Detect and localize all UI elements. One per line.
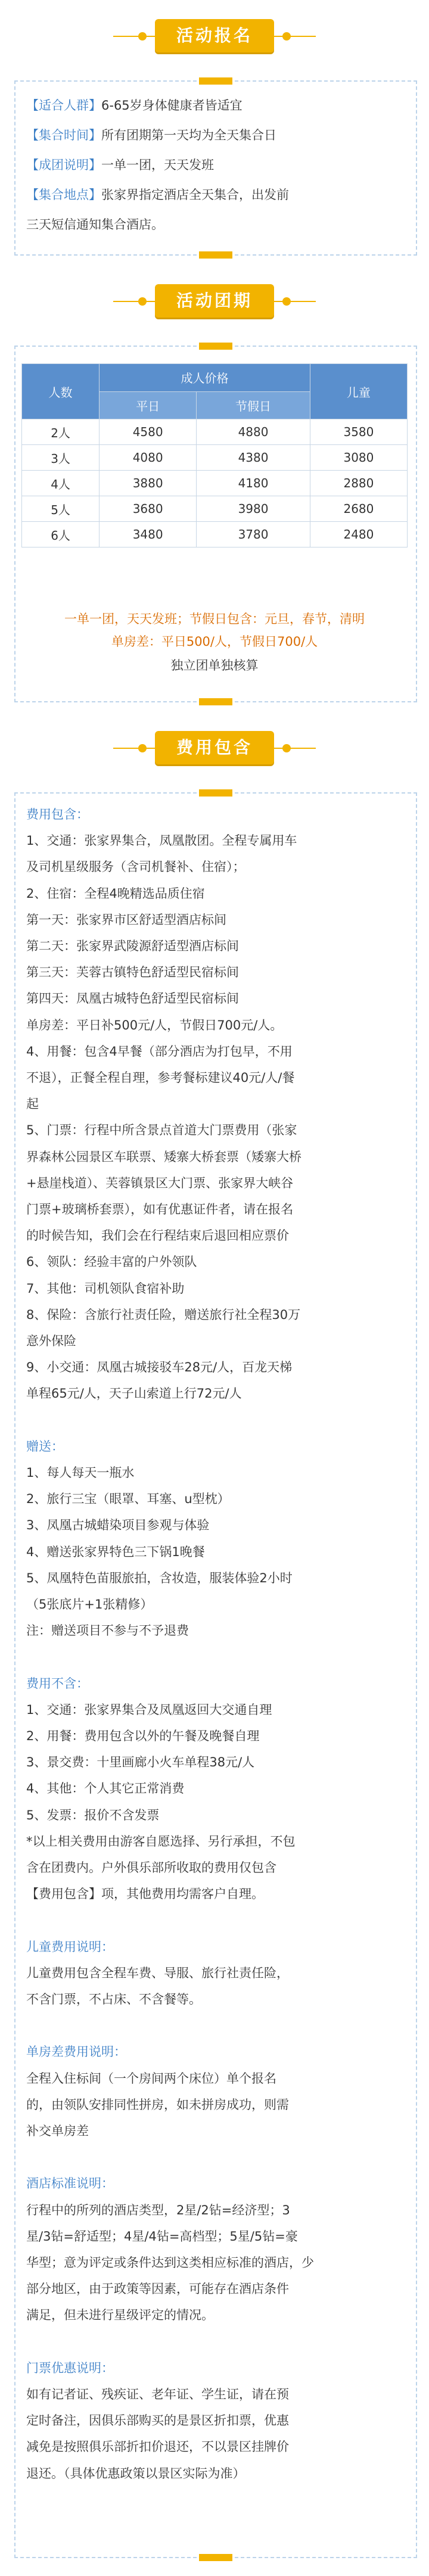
signup-label: 【成团说明】 [26,158,101,172]
cell-child: 2480 [310,522,407,547]
col-holiday: 节假日 [197,391,310,419]
signup-line [26,185,412,205]
header-banner [155,284,274,318]
cell-weekday: 4080 [100,445,197,471]
signup-line [26,95,412,116]
fee-heading: 儿童费用说明： [26,1940,114,1954]
frame-tab [199,77,232,85]
fee-line: 单程65元/人，天子山索道上行72元/人 [26,1386,242,1401]
fee-line: 不含门票，不占床、不含餐等。 [26,1992,201,2006]
cell-child: 2680 [310,496,407,522]
table-row [22,471,408,496]
fee-heading: 门票优惠说明： [26,2361,114,2375]
signup-text: 6-65岁身体健康者皆适宜 [101,98,243,113]
cell-child: 3580 [310,419,407,445]
fee-line: 不退），正餐全程自理，参考餐标建议40元/人/餐 [26,1071,295,1085]
fee-line: 单房差：平日补500元/人，节假日700元/人。 [26,1018,283,1032]
cell-holiday: 3780 [197,522,310,547]
header-dot [138,744,147,752]
section-header-group [0,271,429,325]
signup-line [26,155,412,175]
section-title: 费用包含 [176,738,253,757]
cell-child: 2880 [310,471,407,496]
fee-line: 8、保险：含旅行社责任险，赠送旅行社全程30万 [26,1308,301,1322]
header-dot [138,297,147,306]
header-dot [282,297,291,306]
section-title: 活动团期 [176,291,253,310]
cell-child: 3080 [310,445,407,471]
fee-line: 补交单房差 [26,2124,89,2138]
fee-line: 退还。（具体优惠政策以景区实际为准） [26,2466,245,2481]
fee-line: 2、用餐：费用包含以外的午餐及晚餐自理 [26,1729,260,1743]
fee-line: 星/3钻=舒适型；4星/4钻=高档型；5星/5钻=豪 [26,2229,298,2244]
header-dot [282,744,291,752]
fee-line: 2、旅行三宝（眼罩、耳塞、u型枕） [26,1492,230,1506]
fee-line: 门票+玻璃桥套票），如有优惠证件者，请在报名 [26,1202,294,1217]
col-child: 儿童 [310,364,407,419]
fee-line: 2、住宿：全程4晚精选品质住宿 [26,886,205,901]
fee-line: 【费用包含】项，其他费用均需客户自理。 [26,1887,264,1901]
cell-weekday: 3680 [100,496,197,522]
fee-line: 6、领队：经验丰富的户外领队 [26,1255,197,1269]
fee-line: 全程入住标间（一个房间两个床位）单个报名 [26,2071,276,2086]
cell-weekday: 3480 [100,522,197,547]
fee-line: 定时备注，因俱乐部购买的是景区折扣票，优惠 [26,2413,289,2428]
fee-heading: 费用不含： [26,1676,89,1691]
table-row [22,522,408,547]
header-dot [138,32,147,41]
fee-line: 的，由领队安排同性拼房，如未拼房成功，则需 [26,2098,289,2112]
signup-line [26,214,412,235]
fee-line: 1、每人每天一瓶水 [26,1466,135,1480]
signup-text: 张家界指定酒店全天集合，出发前 [101,188,289,202]
fee-heading: 赠送： [26,1439,64,1454]
price-table-wrap [0,363,429,602]
signup-label: 【集合地点】 [26,188,101,202]
signup-text: 三天短信通知集合酒店。 [26,217,164,232]
frame-tab [199,2554,232,2561]
fee-line: 3、凤凰古城蜡染项目参观与体验 [26,1518,210,1532]
frame-tab [199,343,232,350]
fee-line: 5、门票：行程中所含景点首道大门票费用（张家 [26,1123,297,1137]
fee-line: 4、其他：个人其它正常消费 [26,1781,185,1796]
signup-text: 一单一团，天天发班 [101,158,214,172]
fee-line: 及司机星级服务（含司机餐补、住宿）； [26,860,245,874]
header-dot [282,32,291,41]
fee-heading: 费用包含： [26,807,89,822]
fee-line: 满足，但未进行星级评定的情况。 [26,2308,214,2322]
frame-tab [199,789,232,797]
fee-line: 部分地区，由于政策等因素，可能存在酒店条件 [26,2282,289,2296]
fee-line: 含在团费内。户外俱乐部所收取的费用仅包含 [26,1861,276,1875]
section-title: 活动报名 [176,26,253,45]
fee-line: 第一天：张家界市区舒适型酒店标间 [26,913,226,927]
fee-line: 注：赠送项目不参与不予退费 [26,1623,189,1638]
cell-holiday: 4880 [197,419,310,445]
fee-line: 7、其他：司机领队食宿补助 [26,1281,185,1296]
fee-line: 3、景交费：十里画廊小火车单程38元/人 [26,1755,255,1769]
table-row [22,419,408,445]
fee-line: 1、交通：张家界集合及凤凰返回大交通自理 [26,1703,272,1717]
fee-line: 4、用餐：包含4早餐（部分酒店为打包早，不用 [26,1044,293,1059]
section-header-signup [0,6,429,60]
fee-line: 减免是按照俱乐部折扣价退还，不以景区挂牌价 [26,2440,289,2454]
fee-line: 9、小交通：凤凰古城接驳车28元/人，百龙天梯 [26,1360,293,1374]
fee-line: 如有记者证、残疾证、老年证、学生证，请在预 [26,2387,289,2401]
price-note-2: 单房差：平日500/人，节假日700/人 [111,634,318,649]
signup-text: 所有团期第一天均为全天集合日 [101,128,276,142]
signup-label: 【集合时间】 [26,128,101,142]
fee-line: 1、交通：张家界集合，凤凰散团。全程专属用车 [26,833,297,848]
section-header-fees [0,718,429,771]
price-note-3: 独立团单独核算 [170,658,259,673]
fee-line: *以上相关费用由游客自愿选择、另行承担，不包 [26,1834,296,1849]
fee-line: 第四天：凤凰古城特色舒适型民宿标间 [26,991,239,1006]
header-banner [155,19,274,52]
fee-line: 行程中的所列的酒店类型，2星/2钻=经济型；3 [26,2203,290,2217]
cell-holiday: 3980 [197,496,310,522]
signup-label: 【适合人群】 [26,98,101,113]
cell-weekday: 3880 [100,471,197,496]
fee-line: 第三天：芙蓉古镇特色舒适型民宿标间 [26,965,239,979]
signup-line [26,125,412,145]
fee-line: 儿童费用包含全程车费、导服、旅行社责任险， [26,1966,289,1980]
price-note-1: 一单一团，天天发班；节假日包含：元旦，春节，清明 [64,612,365,626]
fee-line: +悬崖栈道）、芙蓉镇景区大门票、张家界大峡谷 [26,1176,294,1190]
cell-weekday: 4580 [100,419,197,445]
fee-line: 界森林公园景区车联票、矮寨大桥套票（矮寨大桥 [26,1150,301,1164]
cell-people: 6人 [22,522,100,547]
col-people: 人数 [22,364,100,419]
fee-line: 起 [26,1097,39,1111]
fee-heading: 酒店标准说明： [26,2176,114,2191]
cell-people: 3人 [22,445,100,471]
fee-line: 华型；意为评定或条件达到这类相应标准的酒店，少 [26,2255,314,2270]
cell-holiday: 4380 [197,445,310,471]
fee-line: 5、发票：报价不含发票 [26,1808,160,1822]
fee-line: 4、赠送张家界特色三下锅1晚餐 [26,1545,205,1559]
cell-people: 2人 [22,419,100,445]
header-banner [155,731,274,764]
fee-line: 5、凤凰特色苗服旅拍，含妆造，服装体验2小时 [26,1571,293,1585]
table-row [22,445,408,471]
fee-heading: 单房差费用说明： [26,2045,126,2059]
cell-people: 4人 [22,471,100,496]
col-adult: 成人价格 [100,364,310,392]
fee-line: 的时候告知，我们会在行程结束后退回相应票价 [26,1228,289,1243]
price-table [21,363,408,547]
fee-line: 第二天：张家界武陵源舒适型酒店标间 [26,939,239,953]
frame-tab [199,251,232,259]
cell-holiday: 4180 [197,471,310,496]
frame-tab [199,698,232,705]
table-row [22,496,408,522]
fee-line: （5张底片+1张精修） [26,1597,153,1611]
cell-people: 5人 [22,496,100,522]
col-weekday: 平日 [100,391,197,419]
fee-line: 意外保险 [26,1334,76,1348]
